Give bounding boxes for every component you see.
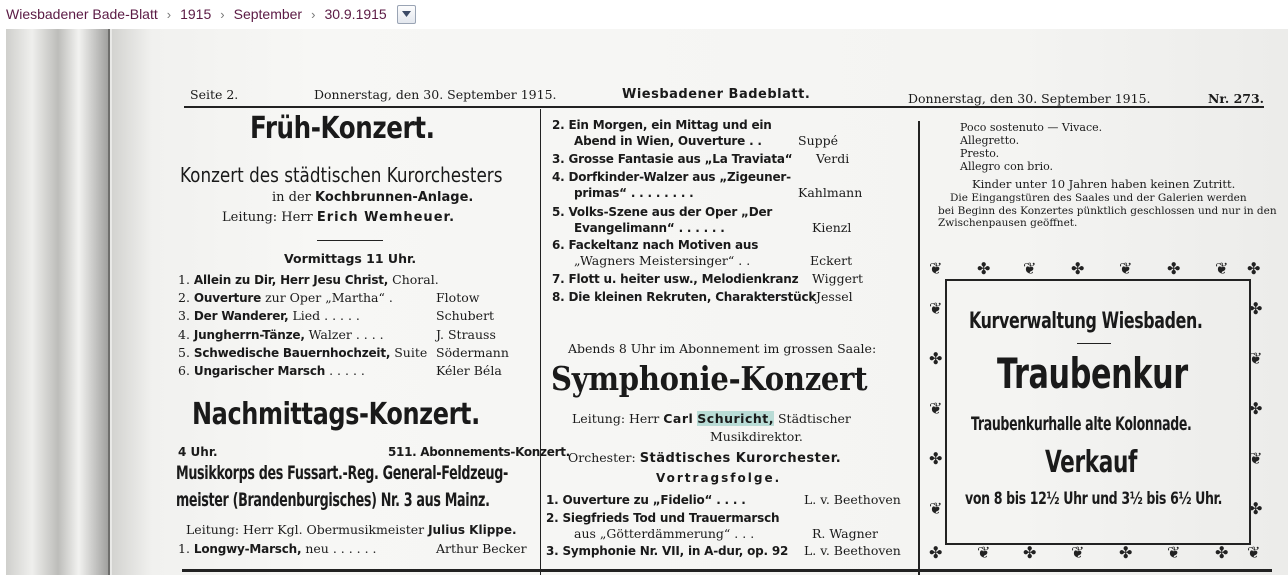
breadcrumb-separator: › <box>166 6 172 22</box>
list-item: 8. Die kleinen Rekruten, Charakterstück <box>552 290 817 304</box>
symphony-leader-prefix: Leitung: Herr <box>572 411 660 426</box>
grape-ornament-icon: ✤ <box>977 259 991 278</box>
frueh-konzert-title: Früh-Konzert. <box>250 111 435 146</box>
breadcrumb-separator: › <box>311 6 316 22</box>
divider <box>1077 343 1111 344</box>
composer: Verdi <box>816 151 850 166</box>
composer: Eckert <box>810 253 853 268</box>
grape-ornament-icon: ❦ <box>1119 259 1133 278</box>
grape-ornament-icon: ❦ <box>929 499 943 518</box>
composer: Kéler Béla <box>436 363 502 378</box>
ad-hours: von 8 bis 12½ Uhr und 3½ bis 6½ Uhr. <box>965 489 1222 509</box>
list-item: 4. Jungherrn-Tänze, Walzer . . . . <box>178 327 384 342</box>
composer: Suppé <box>798 133 839 148</box>
afternoon-band-line-1: Musikkorps des Fussart.-Reg. General-Feldzeug- <box>176 462 509 484</box>
composer: L. v. Beethoven <box>804 543 901 558</box>
grape-ornament-icon: ✤ <box>1071 259 1085 278</box>
afternoon-leader-prefix: Leitung: Herr Kgl. Obermusikmeister <box>186 522 425 537</box>
grape-ornament-icon: ✤ <box>1119 543 1133 562</box>
column-rule <box>918 121 920 575</box>
list-item: Abend in Wien, Ouverture . . <box>574 134 762 148</box>
page-scan-viewer[interactable] <box>6 29 1288 575</box>
list-item: 3. Grosse Fantasie aus „La Traviata“ <box>552 152 793 166</box>
search-highlight[interactable]: Schuricht, <box>697 411 774 426</box>
grape-ornament-icon: ✤ <box>1249 499 1263 518</box>
header-date-right: Donnerstag, den 30. September 1915. <box>908 91 1151 106</box>
breadcrumb-item-newspaper[interactable]: Wiesbadener Bade-Blatt <box>6 6 158 22</box>
chevron-down-icon <box>402 11 411 17</box>
grape-ornament-icon: ❦ <box>1023 259 1037 278</box>
list-item: aus „Götterdämmerung“ . . . <box>574 526 755 541</box>
location: Kochbrunnen-Anlage. <box>315 190 474 205</box>
grape-ornament-icon: ❦ <box>977 543 991 562</box>
afternoon-series: 511. Abonnements-Konzert. <box>388 445 570 459</box>
composer: Flotow <box>436 290 480 305</box>
grape-ornament-icon: ✤ <box>1249 399 1263 418</box>
list-item: 2. Ouverture zur Oper „Martha“ . <box>178 290 393 305</box>
symphony-leader-suffix: Städtischer <box>777 411 851 426</box>
location-prefix: in der <box>272 190 311 205</box>
grape-ornament-icon: ❦ <box>1249 349 1263 368</box>
book-spine <box>6 29 110 575</box>
ad-place: Traubenkurhalle alte Kolonnade. <box>971 413 1192 435</box>
column-rule <box>540 109 541 575</box>
composer: R. Wagner <box>812 526 878 541</box>
grape-ornament-icon: ❦ <box>929 299 943 318</box>
list-item: 2. Ein Morgen, ein Mittag und ein <box>552 118 772 132</box>
grape-ornament-icon: ❦ <box>1247 543 1261 562</box>
leader-prefix: Leitung: Herr <box>222 210 313 225</box>
header-date-left: Donnerstag, den 30. September 1915. <box>314 87 557 102</box>
list-item: 6. Fackeltanz nach Motiven aus <box>552 238 759 252</box>
grape-ornament-icon: ✤ <box>1167 259 1181 278</box>
afternoon-leader: Julius Klippe. <box>428 523 517 537</box>
divider <box>317 240 383 241</box>
grape-ornament-icon: ❦ <box>1215 259 1229 278</box>
composer: Kienzl <box>812 220 852 235</box>
composer: Arthur Becker <box>436 541 527 556</box>
nachmittags-konzert-title: Nachmittags-Konzert. <box>192 397 480 432</box>
frueh-konzert-subtitle: Konzert des städtischen Kurorchesters <box>180 163 503 187</box>
ad-title: Traubenkur <box>997 349 1188 398</box>
symphonie-konzert-title: Symphonie-Konzert <box>551 359 868 398</box>
list-item: 4. Dorfkinder-Walzer aus „Zigeuner- <box>552 170 791 184</box>
afternoon-band-line-2: meister (Brandenburgisches) Nr. 3 aus Mainz. <box>176 489 490 511</box>
list-item: 5. Volks-Szene aus der Oper „Der <box>552 205 773 219</box>
composer: L. v. Beethoven <box>804 492 901 507</box>
section-rule <box>182 569 1272 572</box>
grape-ornament-icon: ✤ <box>929 349 943 368</box>
grape-ornament-icon: ❦ <box>1071 543 1085 562</box>
program-label: Vortragsfolge. <box>656 471 782 485</box>
ad-organization: Kurverwaltung Wiesbaden. <box>969 309 1203 334</box>
leader-name: Erich Wemheuer. <box>316 210 456 225</box>
children-notice: Kinder unter 10 Jahren haben keinen Zutritt. <box>972 177 1236 191</box>
list-item: 6. Ungarischer Marsch . . . . . <box>178 363 365 378</box>
morning-time: Vormittags 11 Uhr. <box>284 251 417 266</box>
composer: Jessel <box>816 289 853 304</box>
composer: Schubert <box>436 308 495 323</box>
grape-ornament-icon: ✤ <box>929 449 943 468</box>
breadcrumb-separator: › <box>220 6 225 22</box>
composer: Södermann <box>436 345 509 360</box>
grape-ornament-icon: ✤ <box>1249 299 1263 318</box>
grape-ornament-icon: ✤ <box>1023 543 1037 562</box>
grape-ornament-icon: ❦ <box>929 259 943 278</box>
list-item: 1. Ouverture zu „Fidelio“ . . . . <box>546 493 746 507</box>
tempo-list: Poco sostenuto — Vivace. Allegretto. Presto. Allegro con brio. <box>960 121 1103 173</box>
orchestra-prefix: Orchester: <box>568 450 636 465</box>
breadcrumb-item-date[interactable]: 30.9.1915 <box>324 6 387 22</box>
grape-ornament-icon: ❦ <box>1249 449 1263 468</box>
composer: J. Strauss <box>436 327 496 342</box>
breadcrumb-item-month[interactable]: September <box>233 6 303 22</box>
composer: Wiggert <box>812 271 864 286</box>
symphony-leader-first: Carl <box>663 411 694 426</box>
doors-notice: Die Eingangstüren des Saales und der Galerien werden bei Beginn des Konzertes pünktlich geschlossen und nur in den Zwischenpausen geöffnet. <box>938 192 1277 229</box>
evening-intro: Abends 8 Uhr im Abonnement im grossen Saale: <box>568 341 877 356</box>
header-rule <box>184 106 1264 108</box>
grape-ornament-icon: ✤ <box>1215 543 1229 562</box>
grape-ornament-icon: ❦ <box>1167 543 1181 562</box>
paper-title: Wiesbadener Badeblatt. <box>622 87 811 102</box>
list-item: „Wagners Meistersinger“ . . <box>574 253 751 268</box>
list-item: 1. Allein zu Dir, Herr Jesu Christ, Choral. <box>178 272 439 287</box>
grape-ornament-icon: ✤ <box>929 543 943 562</box>
list-item: 5. Schwedische Bauernhochzeit, Suite <box>178 345 428 360</box>
symphony-leader-role: Musikdirektor. <box>710 429 803 444</box>
list-item: 1. Longwy-Marsch, neu . . . . . . <box>178 541 377 556</box>
list-item: primas“ . . . . . . . . <box>574 186 694 200</box>
composer: Kahlmann <box>798 185 863 200</box>
traubenkur-advertisement <box>927 259 1267 563</box>
list-item: 7. Flott u. heiter usw., Melodienkranz <box>552 272 799 286</box>
ad-sale: Verkauf <box>1045 445 1138 480</box>
issue-number: Nr. 273. <box>1208 91 1265 106</box>
breadcrumb-item-year[interactable]: 1915 <box>180 6 212 22</box>
breadcrumb <box>0 0 1288 28</box>
list-item: 3. Der Wanderer, Lied . . . . . <box>178 308 360 323</box>
list-item: 3. Symphonie Nr. VII, in A-dur, op. 92 <box>546 544 789 558</box>
date-dropdown-button[interactable] <box>397 5 416 24</box>
list-item: 2. Siegfrieds Tod und Trauermarsch <box>546 511 780 525</box>
afternoon-time: 4 Uhr. <box>178 445 218 459</box>
list-item: Evangelimann“ . . . . . . <box>574 221 725 235</box>
grape-ornament-icon: ✤ <box>1247 259 1261 278</box>
grape-ornament-icon: ❦ <box>929 399 943 418</box>
orchestra-name: Städtisches Kurorchester. <box>639 451 842 466</box>
newspaper-page <box>112 29 1288 575</box>
page-number: Seite 2. <box>190 87 239 102</box>
